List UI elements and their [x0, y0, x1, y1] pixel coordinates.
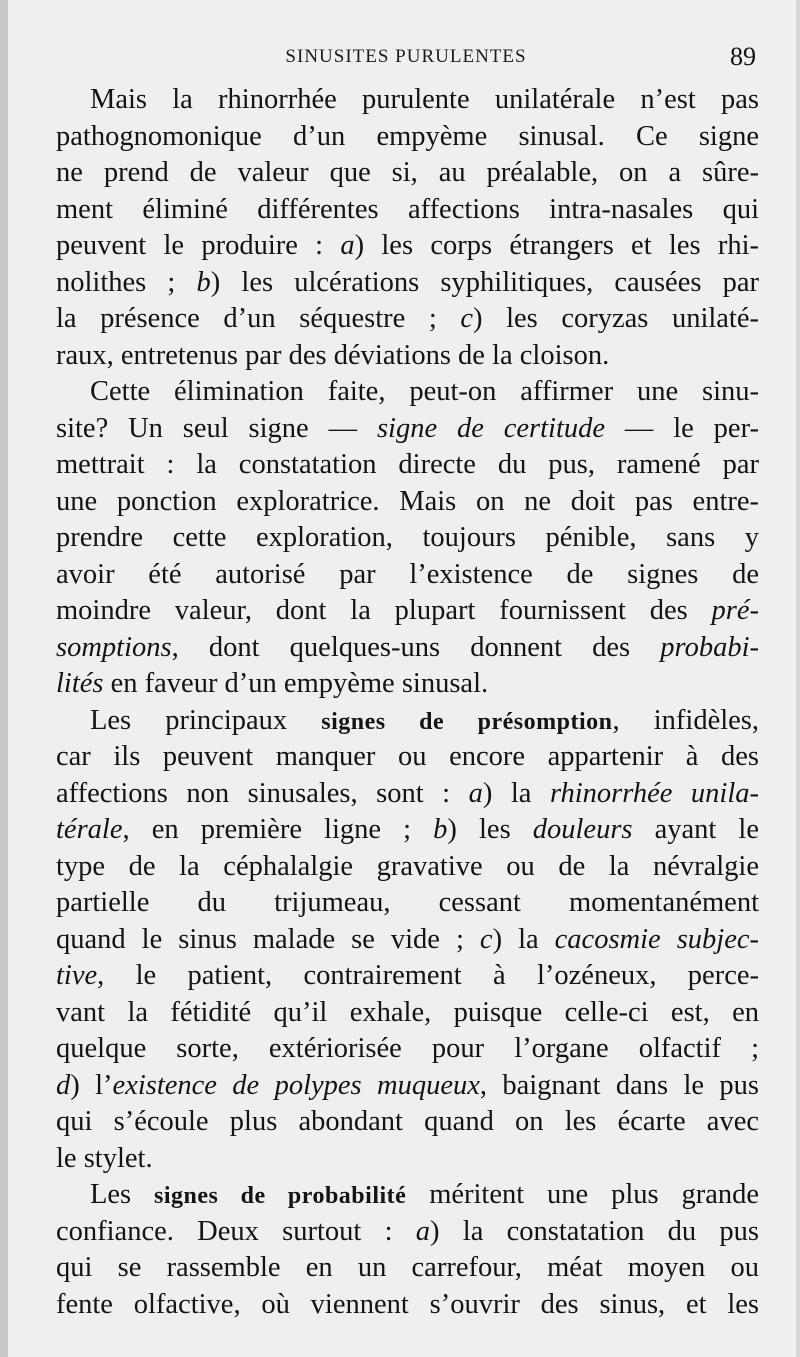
page-header [56, 42, 756, 72]
emphasis-italic: c [460, 303, 474, 334]
text-run: , en première ligne ; [122, 814, 434, 845]
text-run: , infidèles, [612, 704, 760, 736]
emphasis-italic: pré- [711, 595, 759, 626]
text-run: pathognomonique d’un empyème sinusal. Ce signe [56, 120, 759, 152]
text-line [56, 1031, 759, 1068]
text-run: Les [90, 1179, 155, 1210]
text-run: peuvent le produire : [56, 230, 341, 261]
text-run: ) les [447, 814, 533, 845]
emphasis-italic: lités [56, 668, 104, 699]
emphasis-bold: signes de présomption [321, 708, 613, 735]
text-line [56, 703, 759, 740]
text-line [56, 411, 759, 448]
text-run: le stylet. [56, 1142, 153, 1174]
text-run: ) l’ [70, 1069, 113, 1101]
text-line [56, 228, 759, 265]
text-run: confiance. Deux surtout : [56, 1215, 416, 1247]
text-line [56, 739, 759, 776]
text-line [56, 849, 759, 886]
emphasis-bold: signes de probabilité [154, 1183, 407, 1209]
text-run: une ponction exploratrice. Mais on ne doit pas entre- [56, 485, 759, 517]
paragraph [56, 374, 759, 703]
text-run: , dont quelques-uns donnent des [171, 631, 661, 663]
emphasis-italic: cacosmie subjec- [554, 923, 759, 955]
page-number: 89 [730, 42, 756, 71]
text-run: mettrait : la constatation directe du pus, ramené par [56, 449, 759, 480]
text-line [56, 155, 759, 192]
text-run: ne prend de valeur que si, au préalable, on a sûre- [56, 157, 759, 188]
text-line [56, 593, 759, 630]
running-head: SINUSITES PURULENTES [285, 46, 527, 67]
text-run: méritent une plus grande [406, 1179, 759, 1210]
paragraph [56, 82, 759, 374]
text-run: site? Un seul signe — [56, 412, 377, 444]
text-run: vant la fétidité qu’il exhale, puisque celle-ci est, en [56, 996, 759, 1028]
emphasis-italic: b [433, 814, 448, 845]
emphasis-italic: douleurs [532, 814, 633, 845]
emphasis-italic: signe de certitude [376, 412, 606, 444]
text-line [56, 1141, 759, 1178]
text-line [56, 192, 759, 229]
text-run: type de la céphalalgie gravative ou de la névralgie [56, 850, 759, 882]
text-run: fente olfactive, où viennent s’ouvrir des sinus, et les [56, 1288, 759, 1320]
text-line [56, 447, 759, 484]
text-run: avoir été autorisé par l’existence de signes de [56, 558, 759, 590]
text-line [56, 1104, 759, 1141]
text-line [56, 82, 759, 119]
text-run: Cette élimination faite, peut-on affirmer une sinu- [90, 376, 759, 407]
text-run: nolithes ; [56, 266, 197, 298]
text-run: Les principaux [90, 704, 322, 736]
text-run: ) la [492, 923, 555, 955]
text-run: affections non sinusales, sont : [56, 777, 469, 809]
emphasis-italic: d [56, 1069, 71, 1101]
text-line [56, 776, 759, 813]
text-line [56, 338, 759, 375]
text-line [56, 995, 759, 1032]
paragraph [56, 1177, 759, 1323]
text-run: car ils peuvent manquer ou encore appartenir à des [56, 741, 759, 772]
text-run: ayant le [632, 814, 759, 845]
emphasis-italic: a [468, 777, 483, 809]
text-line [56, 301, 759, 338]
text-line [56, 484, 759, 521]
emphasis-italic: a [415, 1215, 431, 1247]
text-run: ) la constatation du pus [430, 1215, 759, 1247]
text-line [56, 1177, 759, 1214]
text-run: qui se rassemble en un carrefour, méat moyen ou [56, 1252, 759, 1283]
text-line [56, 885, 759, 922]
text-line [56, 265, 759, 302]
text-run: ment éliminé différentes affections intra-nasales qui [56, 193, 759, 225]
text-run: qui s’écoule plus abondant quand on les écarte avec [56, 1106, 759, 1137]
text-run: quelque sorte, extériorisée pour l’organe olfactif ; [56, 1033, 759, 1064]
text-run: moindre valeur, dont la plupart fournissent des [56, 595, 712, 626]
text-run: partielle du trijumeau, cessant momentanément [56, 887, 759, 918]
text-line [56, 958, 759, 995]
text-line [56, 520, 759, 557]
paragraph [56, 703, 759, 1178]
text-line [56, 812, 759, 849]
text-run: , baignant dans le pus [479, 1069, 759, 1101]
text-run: quand le sinus malade se vide ; [56, 923, 480, 955]
text-run: — le per- [605, 412, 759, 444]
emphasis-italic: rhinorrhée unila- [549, 777, 759, 809]
text-run: la présence d’un séquestre ; [56, 303, 461, 334]
text-run: raux, entretenus par des déviations de la cloison. [56, 339, 610, 371]
body-text [56, 82, 759, 1323]
text-line [56, 374, 759, 411]
text-line [56, 1287, 759, 1324]
text-run: ) les corps étrangers et les rhi- [354, 230, 759, 261]
text-run: ) la [482, 777, 550, 809]
text-line [56, 666, 759, 703]
emphasis-italic: existence de polypes muqueux [112, 1069, 480, 1101]
text-run: ) les ulcérations syphilitiques, causées par [210, 266, 759, 298]
text-line [56, 1068, 759, 1105]
emphasis-italic: c [479, 923, 493, 955]
text-run: en faveur d’un empyème sinusal. [103, 668, 489, 699]
emphasis-italic: a [340, 230, 355, 261]
text-run: Mais la rhinorrhée purulente unilatérale n’est pas [90, 84, 759, 115]
text-run: , le patient, contrairement à l’ozéneux, perce- [97, 960, 759, 991]
emphasis-italic: térale [56, 814, 123, 845]
emphasis-italic: tive [56, 960, 98, 991]
text-line [56, 922, 759, 959]
text-line [56, 630, 759, 667]
text-run: ) les coryzas unilaté- [473, 303, 759, 334]
text-line [56, 1250, 759, 1287]
emphasis-italic: probabi- [660, 631, 759, 663]
emphasis-italic: somptions [56, 631, 172, 663]
emphasis-italic: b [196, 266, 211, 298]
text-line [56, 119, 759, 156]
text-line [56, 1214, 759, 1251]
text-run: prendre cette exploration, toujours pénible, sans y [56, 522, 759, 553]
text-line [56, 557, 759, 594]
